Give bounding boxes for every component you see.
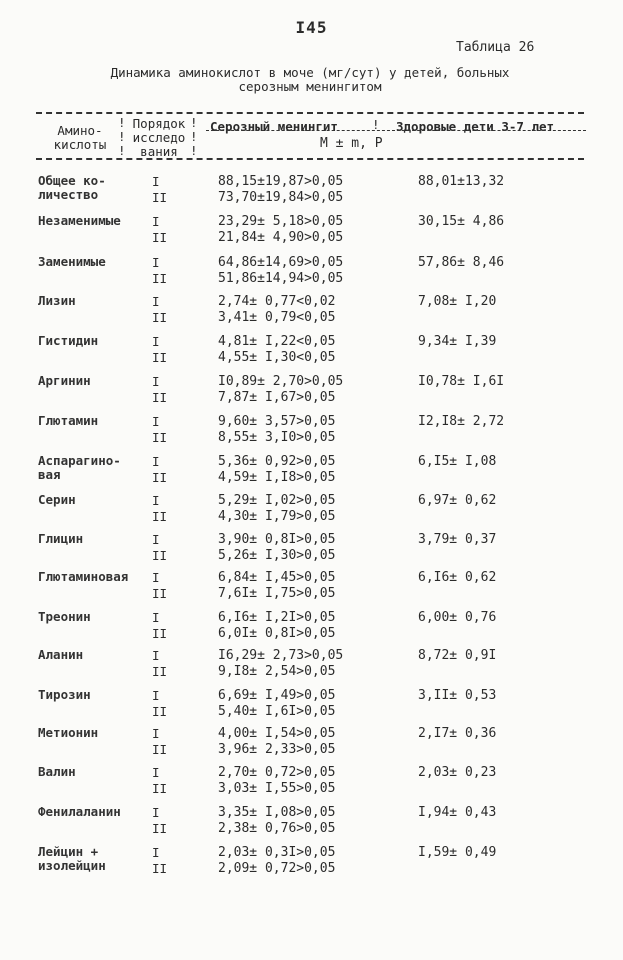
header-divider: ! ! ! bbox=[118, 115, 126, 158]
amino-acid-name-line: Фенилаланин bbox=[38, 804, 121, 819]
caption-line-1: Динамика аминокислот в моче (мг/сут) у детей, больных bbox=[110, 65, 510, 80]
amino-acid-name-line: Серин bbox=[38, 492, 76, 507]
healthy-value: 8,72± 0,9I bbox=[418, 648, 497, 663]
study-order-1: I bbox=[152, 688, 160, 703]
amino-acid-name bbox=[38, 174, 144, 202]
meningitis-value-2: 7,87± I,67>0,05 bbox=[218, 390, 336, 405]
table-row bbox=[0, 374, 623, 414]
amino-acid-name bbox=[38, 648, 144, 662]
meningitis-value-1: 64,86±14,69>0,05 bbox=[218, 255, 344, 270]
study-order-2: II bbox=[152, 190, 168, 205]
amino-acid-name-line: Лейцин + bbox=[38, 844, 99, 859]
healthy-value: 30,15± 4,86 bbox=[418, 214, 505, 229]
amino-acid-name-line: Тирозин bbox=[38, 687, 91, 702]
meningitis-value-1: 5,36± 0,92>0,05 bbox=[218, 454, 336, 469]
meningitis-value-2: 2,38± 0,76>0,05 bbox=[218, 821, 336, 836]
meningitis-value-2: 5,40± I,6I>0,05 bbox=[218, 704, 336, 719]
study-order-2: II bbox=[152, 742, 168, 757]
study-order-2: II bbox=[152, 704, 168, 719]
amino-acid-name bbox=[38, 610, 144, 624]
amino-acid-name bbox=[38, 294, 144, 308]
study-order-2: II bbox=[152, 271, 168, 286]
healthy-value: 3,II± 0,53 bbox=[418, 688, 497, 703]
table-row bbox=[0, 648, 623, 688]
amino-acid-name-line: Гистидин bbox=[38, 333, 99, 348]
meningitis-value-1: 3,90± 0,8I>0,05 bbox=[218, 532, 336, 547]
amino-acid-name-line: Общее ко- bbox=[38, 173, 106, 188]
table-row bbox=[0, 570, 623, 610]
amino-acid-name bbox=[38, 532, 144, 546]
study-order-2: II bbox=[152, 350, 168, 365]
meningitis-value-1: 6,69± I,49>0,05 bbox=[218, 688, 336, 703]
amino-acid-name bbox=[38, 765, 144, 779]
table-row bbox=[0, 294, 623, 334]
study-order-1: I bbox=[152, 610, 160, 625]
study-order-2: II bbox=[152, 230, 168, 245]
header-col2 bbox=[124, 117, 194, 159]
study-order-2: II bbox=[152, 821, 168, 836]
meningitis-value-1: 4,00± I,54>0,05 bbox=[218, 726, 336, 741]
study-order-2: II bbox=[152, 470, 168, 485]
amino-acid-name-line: вая bbox=[38, 467, 61, 482]
meningitis-value-2: 51,86±14,94>0,05 bbox=[218, 271, 344, 286]
meningitis-value-1: 2,70± 0,72>0,05 bbox=[218, 765, 336, 780]
meningitis-value-2: 2,09± 0,72>0,05 bbox=[218, 861, 336, 876]
healthy-value: I,94± 0,43 bbox=[418, 805, 497, 820]
table-row bbox=[0, 688, 623, 728]
table-row bbox=[0, 255, 623, 295]
study-order-2: II bbox=[152, 664, 168, 679]
header-col1-line2: кислоты bbox=[53, 137, 107, 152]
meningitis-value-2: 9,I8± 2,54>0,05 bbox=[218, 664, 336, 679]
study-order-2: II bbox=[152, 310, 168, 325]
page-number: I45 bbox=[295, 18, 328, 37]
study-order-1: I bbox=[152, 532, 160, 547]
caption-line-2: серозным менингитом bbox=[238, 79, 382, 94]
study-order-2: II bbox=[152, 509, 168, 524]
meningitis-value-1: 23,29± 5,18>0,05 bbox=[218, 214, 344, 229]
header-col3-sub: М ± m, Р bbox=[320, 136, 383, 151]
healthy-value: 3,79± 0,37 bbox=[418, 532, 497, 547]
meningitis-value-2: 8,55± 3,I0>0,05 bbox=[218, 430, 336, 445]
table-row bbox=[0, 532, 623, 572]
meningitis-value-2: 3,96± 2,33>0,05 bbox=[218, 742, 336, 757]
amino-acid-name bbox=[38, 334, 144, 348]
study-order-1: I bbox=[152, 493, 160, 508]
study-order-2: II bbox=[152, 548, 168, 563]
meningitis-value-1: 3,35± I,08>0,05 bbox=[218, 805, 336, 820]
study-order-2: II bbox=[152, 586, 168, 601]
meningitis-value-1: 2,03± 0,3I>0,05 bbox=[218, 845, 336, 860]
healthy-value: 2,03± 0,23 bbox=[418, 765, 497, 780]
study-order-1: I bbox=[152, 765, 160, 780]
meningitis-value-2: 4,55± I,30<0,05 bbox=[218, 350, 336, 365]
amino-acid-name-line: Глицин bbox=[38, 531, 84, 546]
study-order-2: II bbox=[152, 861, 168, 876]
study-order-2: II bbox=[152, 626, 168, 641]
meningitis-value-1: 5,29± I,02>0,05 bbox=[218, 493, 336, 508]
amino-acid-name-line: Глютамин bbox=[38, 413, 99, 428]
study-order-1: I bbox=[152, 454, 160, 469]
header-col2-line2: исследо bbox=[132, 130, 186, 145]
meningitis-value-2: 3,03± I,55>0,05 bbox=[218, 781, 336, 796]
amino-acid-name bbox=[38, 493, 144, 507]
table-row bbox=[0, 493, 623, 533]
study-order-1: I bbox=[152, 570, 160, 585]
header-divider: ! ! ! bbox=[190, 115, 198, 158]
meningitis-value-1: I0,89± 2,70>0,05 bbox=[218, 374, 344, 389]
study-order-1: I bbox=[152, 174, 160, 189]
table-row bbox=[0, 214, 623, 254]
header-col4: Здоровые дети 3-7 лет bbox=[396, 119, 555, 134]
meningitis-value-2: 4,30± I,79>0,05 bbox=[218, 509, 336, 524]
header-col3: Серозный менингит bbox=[210, 119, 338, 134]
amino-acid-name-line: изолейцин bbox=[38, 858, 106, 873]
amino-acid-name-line: Валин bbox=[38, 764, 76, 779]
meningitis-value-1: I6,29± 2,73>0,05 bbox=[218, 648, 344, 663]
table-row bbox=[0, 174, 623, 214]
header-rule-mid bbox=[206, 130, 586, 131]
table-row bbox=[0, 805, 623, 845]
amino-acid-name-line: Лизин bbox=[38, 293, 76, 308]
healthy-value: 6,97± 0,62 bbox=[418, 493, 497, 508]
study-order-1: I bbox=[152, 214, 160, 229]
header-col1-line1: Амино- bbox=[57, 123, 103, 138]
study-order-1: I bbox=[152, 334, 160, 349]
amino-acid-name bbox=[38, 255, 144, 269]
table-caption bbox=[40, 66, 580, 94]
amino-acid-name bbox=[38, 726, 144, 740]
meningitis-value-2: 5,26± I,30>0,05 bbox=[218, 548, 336, 563]
study-order-1: I bbox=[152, 648, 160, 663]
healthy-value: 6,I5± I,08 bbox=[418, 454, 497, 469]
healthy-value: 6,00± 0,76 bbox=[418, 610, 497, 625]
meningitis-value-2: 21,84± 4,90>0,05 bbox=[218, 230, 344, 245]
study-order-2: II bbox=[152, 430, 168, 445]
meningitis-value-1: 4,81± I,22<0,05 bbox=[218, 334, 336, 349]
study-order-1: I bbox=[152, 374, 160, 389]
amino-acid-name-line: Глютаминовая bbox=[38, 569, 129, 584]
table-row bbox=[0, 334, 623, 374]
meningitis-value-2: 73,70±19,84>0,05 bbox=[218, 190, 344, 205]
header-col1 bbox=[42, 124, 118, 152]
healthy-value: I0,78± I,6I bbox=[418, 374, 505, 389]
meningitis-value-1: 9,60± 3,57>0,05 bbox=[218, 414, 336, 429]
table-row bbox=[0, 726, 623, 766]
study-order-1: I bbox=[152, 255, 160, 270]
amino-acid-name-line: Незаменимые bbox=[38, 213, 121, 228]
amino-acid-name bbox=[38, 454, 144, 482]
header-col2-line1: Порядок bbox=[132, 116, 186, 131]
table-row bbox=[0, 765, 623, 805]
meningitis-value-2: 3,41± 0,79<0,05 bbox=[218, 310, 336, 325]
study-order-1: I bbox=[152, 414, 160, 429]
amino-acid-name-line: Заменимые bbox=[38, 254, 106, 269]
header-rule-bottom bbox=[36, 158, 584, 160]
table-row bbox=[0, 414, 623, 454]
amino-acid-name bbox=[38, 845, 144, 873]
healthy-value: I,59± 0,49 bbox=[418, 845, 497, 860]
meningitis-value-1: 6,84± I,45>0,05 bbox=[218, 570, 336, 585]
meningitis-value-2: 6,0I± 0,8I>0,05 bbox=[218, 626, 336, 641]
healthy-value: 57,86± 8,46 bbox=[418, 255, 505, 270]
amino-acid-name-line: Аргинин bbox=[38, 373, 91, 388]
study-order-1: I bbox=[152, 805, 160, 820]
amino-acid-name-line: Метионин bbox=[38, 725, 99, 740]
amino-acid-name-line: личество bbox=[38, 187, 99, 202]
amino-acid-name-line: Аспарагино- bbox=[38, 453, 121, 468]
header-divider: ! bbox=[372, 117, 380, 132]
header-rule-top bbox=[36, 112, 584, 114]
healthy-value: I2,I8± 2,72 bbox=[418, 414, 505, 429]
meningitis-value-1: 88,15±19,87>0,05 bbox=[218, 174, 344, 189]
healthy-value: 6,I6± 0,62 bbox=[418, 570, 497, 585]
amino-acid-name bbox=[38, 414, 144, 428]
healthy-value: 88,01±13,32 bbox=[418, 174, 505, 189]
meningitis-value-2: 4,59± I,I8>0,05 bbox=[218, 470, 336, 485]
meningitis-value-1: 6,I6± I,2I>0,05 bbox=[218, 610, 336, 625]
amino-acid-name-line: Треонин bbox=[38, 609, 91, 624]
healthy-value: 9,34± I,39 bbox=[418, 334, 497, 349]
study-order-1: I bbox=[152, 845, 160, 860]
amino-acid-name bbox=[38, 214, 144, 228]
study-order-2: II bbox=[152, 781, 168, 796]
table-row bbox=[0, 454, 623, 494]
study-order-1: I bbox=[152, 726, 160, 741]
healthy-value: 7,08± I,20 bbox=[418, 294, 497, 309]
header-col2-line3: вания bbox=[140, 144, 178, 159]
healthy-value: 2,I7± 0,36 bbox=[418, 726, 497, 741]
study-order-1: I bbox=[152, 294, 160, 309]
amino-acid-name bbox=[38, 570, 144, 584]
amino-acid-name-line: Аланин bbox=[38, 647, 84, 662]
table-row bbox=[0, 845, 623, 885]
amino-acid-name bbox=[38, 688, 144, 702]
table-label: Таблица 26 bbox=[456, 40, 535, 55]
study-order-2: II bbox=[152, 390, 168, 405]
meningitis-value-2: 7,6I± I,75>0,05 bbox=[218, 586, 336, 601]
table-row bbox=[0, 610, 623, 650]
amino-acid-name bbox=[38, 374, 144, 388]
amino-acid-name bbox=[38, 805, 144, 819]
meningitis-value-1: 2,74± 0,77<0,02 bbox=[218, 294, 336, 309]
